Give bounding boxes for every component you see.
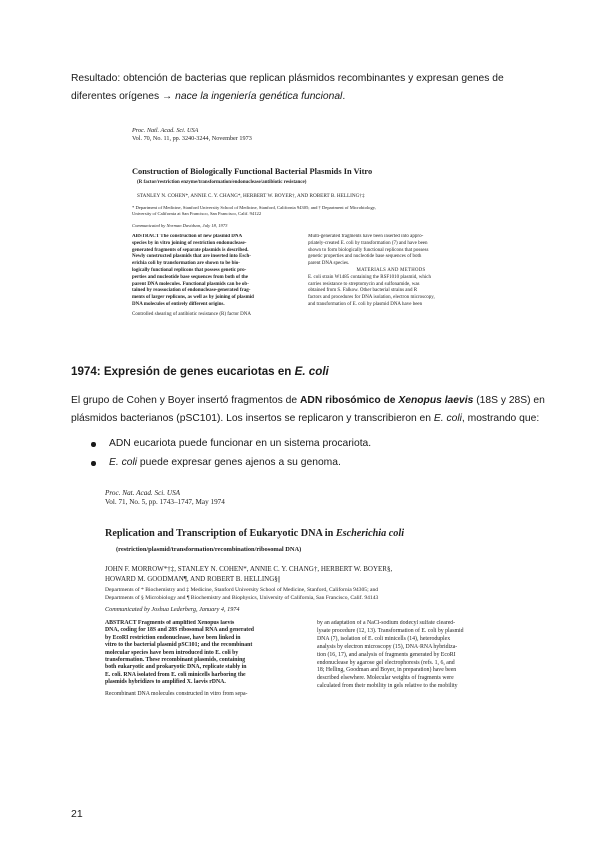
- bullet-2-rest: puede expresar genes ajenos a su genoma.: [137, 457, 341, 468]
- paper-1-communicated: Communicated by Norman Davidson, July 18, 1973: [132, 223, 228, 228]
- bullet-dot: [91, 442, 96, 447]
- paper-2-title: [105, 528, 404, 539]
- paper-2-authors-1: JOHN F. MORROW*†‡, STANLEY N. COHEN*, ANNIE C. Y. CHANG†, HERBERT W. BOYER§,: [105, 565, 393, 573]
- paper-2-authors: [105, 565, 392, 584]
- paper-1-abstract-line: DNA molecules of entirely different origins.: [132, 301, 225, 307]
- paper-2-abstract-line: molecular species have been introduced into E. coli by: [105, 649, 239, 656]
- paper-2-right-line: analysis by electron microscopy (15), DNA·RNA hybridiza-: [317, 643, 458, 650]
- paper-1-right-line: E. coli strain W1485 containing the RSF1010 plasmid, which: [308, 274, 431, 280]
- paper-1-journal-line1: Proc. Natl. Acad. Sci. USA: [132, 127, 199, 134]
- paper-2-right-line: described elsewhere. Molecular weights of fragments were: [317, 675, 454, 682]
- paper-1-affiliation: [132, 205, 376, 218]
- paper-2-right-line: by an adaptation of a NaCl-sodium dodecyl sulfate cleared-: [317, 620, 456, 626]
- paper-1-abstract-line: erichia coli by transformation are shown to be bio-: [132, 261, 240, 267]
- paper-2-excerpt: [105, 487, 525, 783]
- paper-2-abstract-line: ABSTRACT Fragments of amplified Xenopus laevis: [105, 620, 235, 626]
- paper-2-journal: [105, 489, 225, 507]
- paper-2-right-line: calculated from their mobility in gels relative to the mobility: [317, 683, 458, 690]
- paper-2-title-plain: Replication and Transcription of Eukaryotic DNA in: [105, 528, 336, 539]
- paper-2-authors-2: HOWARD M. GOODMAN¶, AND ROBERT B. HELLING§||: [105, 574, 281, 583]
- paper-2-right-line: lysate procedure (12, 13). Transformation of E. coli by plasmid: [317, 627, 464, 634]
- paper-1-abstract-line: perties and nucleotide base sequences from both of the: [132, 274, 249, 280]
- paper-2-journal-line2: Vol. 71, No. 5, pp. 1743–1747, May 1974: [105, 498, 225, 506]
- paper-2-abstract-line: plasmids hybridizes to amplified X. laevis rDNA.: [105, 679, 226, 686]
- paper-1-right-line: genetic properties and nucleotide base sequences of both: [308, 254, 422, 260]
- paper-1-abstract-line: generated fragments of separate plasmids is described.: [132, 247, 249, 253]
- section-paragraph: [71, 392, 551, 428]
- section-paragraph-line-2: [71, 410, 551, 428]
- paper-2-abstract-line: DNA, coding for 18S and 28S ribosomal RNA and generated: [105, 627, 255, 634]
- paper-1-right-line: factors and procedures for DNA isolation, electron microscopy,: [308, 295, 435, 301]
- p1-b-bold: ADN ribosómico de: [299, 395, 399, 406]
- paper-2-left-tail: Recombinant DNA molecules constructed in vitro from sepa-: [105, 690, 248, 697]
- paper-1-keywords: (R factor/restriction enzyme/transformation/endonuclease/antibiotic resistance): [137, 180, 307, 185]
- paper-2-abstract-line: vitro to the bacterial plasmid pSC101; and the recombinant: [105, 642, 253, 649]
- paper-1-excerpt: [128, 127, 474, 347]
- section-heading-plain: 1974: Expresión de genes eucariotas en: [71, 365, 295, 378]
- p1-a: El grupo de Cohen y Boyer insertó fragmentos de: [71, 395, 300, 406]
- intro-line-2-end: .: [342, 91, 346, 102]
- paper-1-abstract-line: logically functional replicons that possess genetic pro-: [132, 267, 247, 273]
- bullet-2: [109, 456, 341, 470]
- p1-c-bolditalic: Xenopus laevis: [398, 395, 474, 406]
- paper-1-abstract-line: parent DNA molecules. Functional plasmids can be ob-: [132, 281, 249, 287]
- paper-2-right-line: endonuclease by agarose gel electrophoresis (refs. 1, 6, and: [317, 659, 455, 666]
- paper-1-abstract-line: tained by reassociation of endonuclease-generated frag-: [132, 288, 251, 294]
- paper-1-right-line: parent DNA species.: [308, 261, 350, 267]
- paper-2-title-italic: Escherichia coli: [335, 528, 405, 539]
- section-heading-italic: E. coli: [294, 365, 329, 378]
- paper-1-right-line: Multi-generated fragments have been inserted into appro-: [308, 234, 424, 239]
- intro-line-2-italic: nace la ingeniería genética funcional: [175, 91, 343, 102]
- paper-2-right-column: [317, 620, 523, 691]
- paper-1-abstract-line: ments of larger replicons, as well as by joining of plasmid: [132, 295, 254, 301]
- intro-paragraph: [71, 70, 551, 106]
- paper-1-journal-line2: Vol. 70, No. 11, pp. 3240-3244, November 1973: [132, 135, 252, 142]
- paper-2-affil-1: Departments of * Biochemistry and ‡ Medicine, Stanford University School of Medicine, Stanford, California 94305; and: [105, 587, 379, 593]
- section-paragraph-line-1: [71, 392, 551, 410]
- intro-line-2-plain: diferentes orígenes →: [71, 91, 176, 102]
- page-number: 21: [71, 808, 83, 820]
- paper-2-keywords: (restriction/plasmid/transformation/recombination/ribosomal DNA): [116, 546, 302, 553]
- paper-1-abstract-line: species by in vitro joining of restriction endonuclease-: [132, 240, 247, 246]
- paper-1-affil-1: * Department of Medicine, Stanford University School of Medicine, Stanford, California 94305; and † Department of Microbiology,: [132, 205, 376, 210]
- p1-d: (18S y 28S) en: [473, 395, 545, 406]
- intro-line-2: [71, 88, 551, 106]
- p2-a: plásmidos bacterianos (pSC101). Los insertos se replicaron y transcribieron en: [71, 413, 434, 424]
- paper-2-right-line: 18; Helling, Goodman and Boyer, in preparation) have been: [317, 667, 457, 674]
- paper-1-journal: [132, 127, 252, 143]
- intro-line-1: Resultado: obtención de bacterias que replican plásmidos recombinantes y expresan genes de: [71, 73, 504, 84]
- paper-1-left-tail: Controlled shearing of antibiotic resistance (R) factor DNA: [132, 311, 251, 317]
- section-heading: [71, 365, 329, 378]
- paper-2-abstract-line: transformation. These recombinant plasmids, containing: [105, 657, 246, 664]
- paper-1-right-line: obtained from S. Falkow. Other bacterial strains and R: [308, 288, 418, 294]
- bullet-2-italic: E. coli: [109, 457, 138, 468]
- paper-2-abstract-line: by EcoRI restriction endonuclease, have been linked in: [105, 634, 241, 641]
- bullet-dot: [91, 461, 96, 466]
- paper-2-right-line: DNA (7), isolation of E. coli minicells (14), heteroduplex: [317, 635, 451, 642]
- bullet-1: ADN eucariota puede funcionar en un sistema procariota.: [109, 438, 372, 449]
- paper-1-abstract-line: Newly constructed plasmids that are inserted into Esch-: [132, 254, 251, 260]
- paper-1-affil-2: University of California at San Francisco, San Francisco, Calif. 94122: [132, 211, 262, 217]
- paper-2-right-line: tion (16, 17), and analysis of fragments generated by EcoRI: [317, 651, 456, 658]
- paper-1-right-line: priately-created E. coli by transformation (7) and have been: [308, 240, 428, 246]
- paper-2-abstract: [105, 620, 305, 698]
- paper-1-right-line: carries resistance to streptomycin and sulfonamide, was: [308, 281, 420, 287]
- paper-1-authors: STANLEY N. COHEN*, ANNIE C. Y. CHANG*, HERBERT W. BOYER†, AND ROBERT B. HELLING†‡: [137, 193, 365, 199]
- paper-1-right-line: and transformation of E. coli by plasmid DNA have been: [308, 301, 423, 307]
- paper-1-abstract: [132, 234, 300, 319]
- paper-1-right-line: shown to form biologically functional replicons that possess: [308, 247, 429, 253]
- paper-1-abstract-line: ABSTRACT The construction of new plasmid DNA: [132, 234, 243, 239]
- paper-2-abstract-line: both eukaryotic and prokaryotic DNA, replicate stably in: [105, 664, 247, 671]
- paper-2-affiliation: [105, 587, 378, 602]
- p2-b-italic: E. coli: [433, 413, 462, 424]
- paper-1-methods-heading: MATERIALS AND METHODS: [356, 267, 426, 273]
- p2-c: , mostrando que:: [461, 413, 540, 424]
- paper-1-right-column: [308, 234, 474, 309]
- paper-2-journal-line1: Proc. Nat. Acad. Sci. USA: [105, 489, 181, 497]
- paper-2-affil-2: Departments of § Microbiology and ¶ Biochemistry and Biophysics, University of California, San Francisco, Calif. 94143: [105, 594, 379, 601]
- paper-2-communicated: Communicated by Joshua Lederberg, January 4, 1974: [105, 606, 240, 613]
- paper-2-abstract-line: E. coli. RNA isolated from E. coli minicells harboring the: [105, 671, 246, 678]
- paper-1-title: Construction of Biologically Functional Bacterial Plasmids In Vitro: [132, 167, 373, 176]
